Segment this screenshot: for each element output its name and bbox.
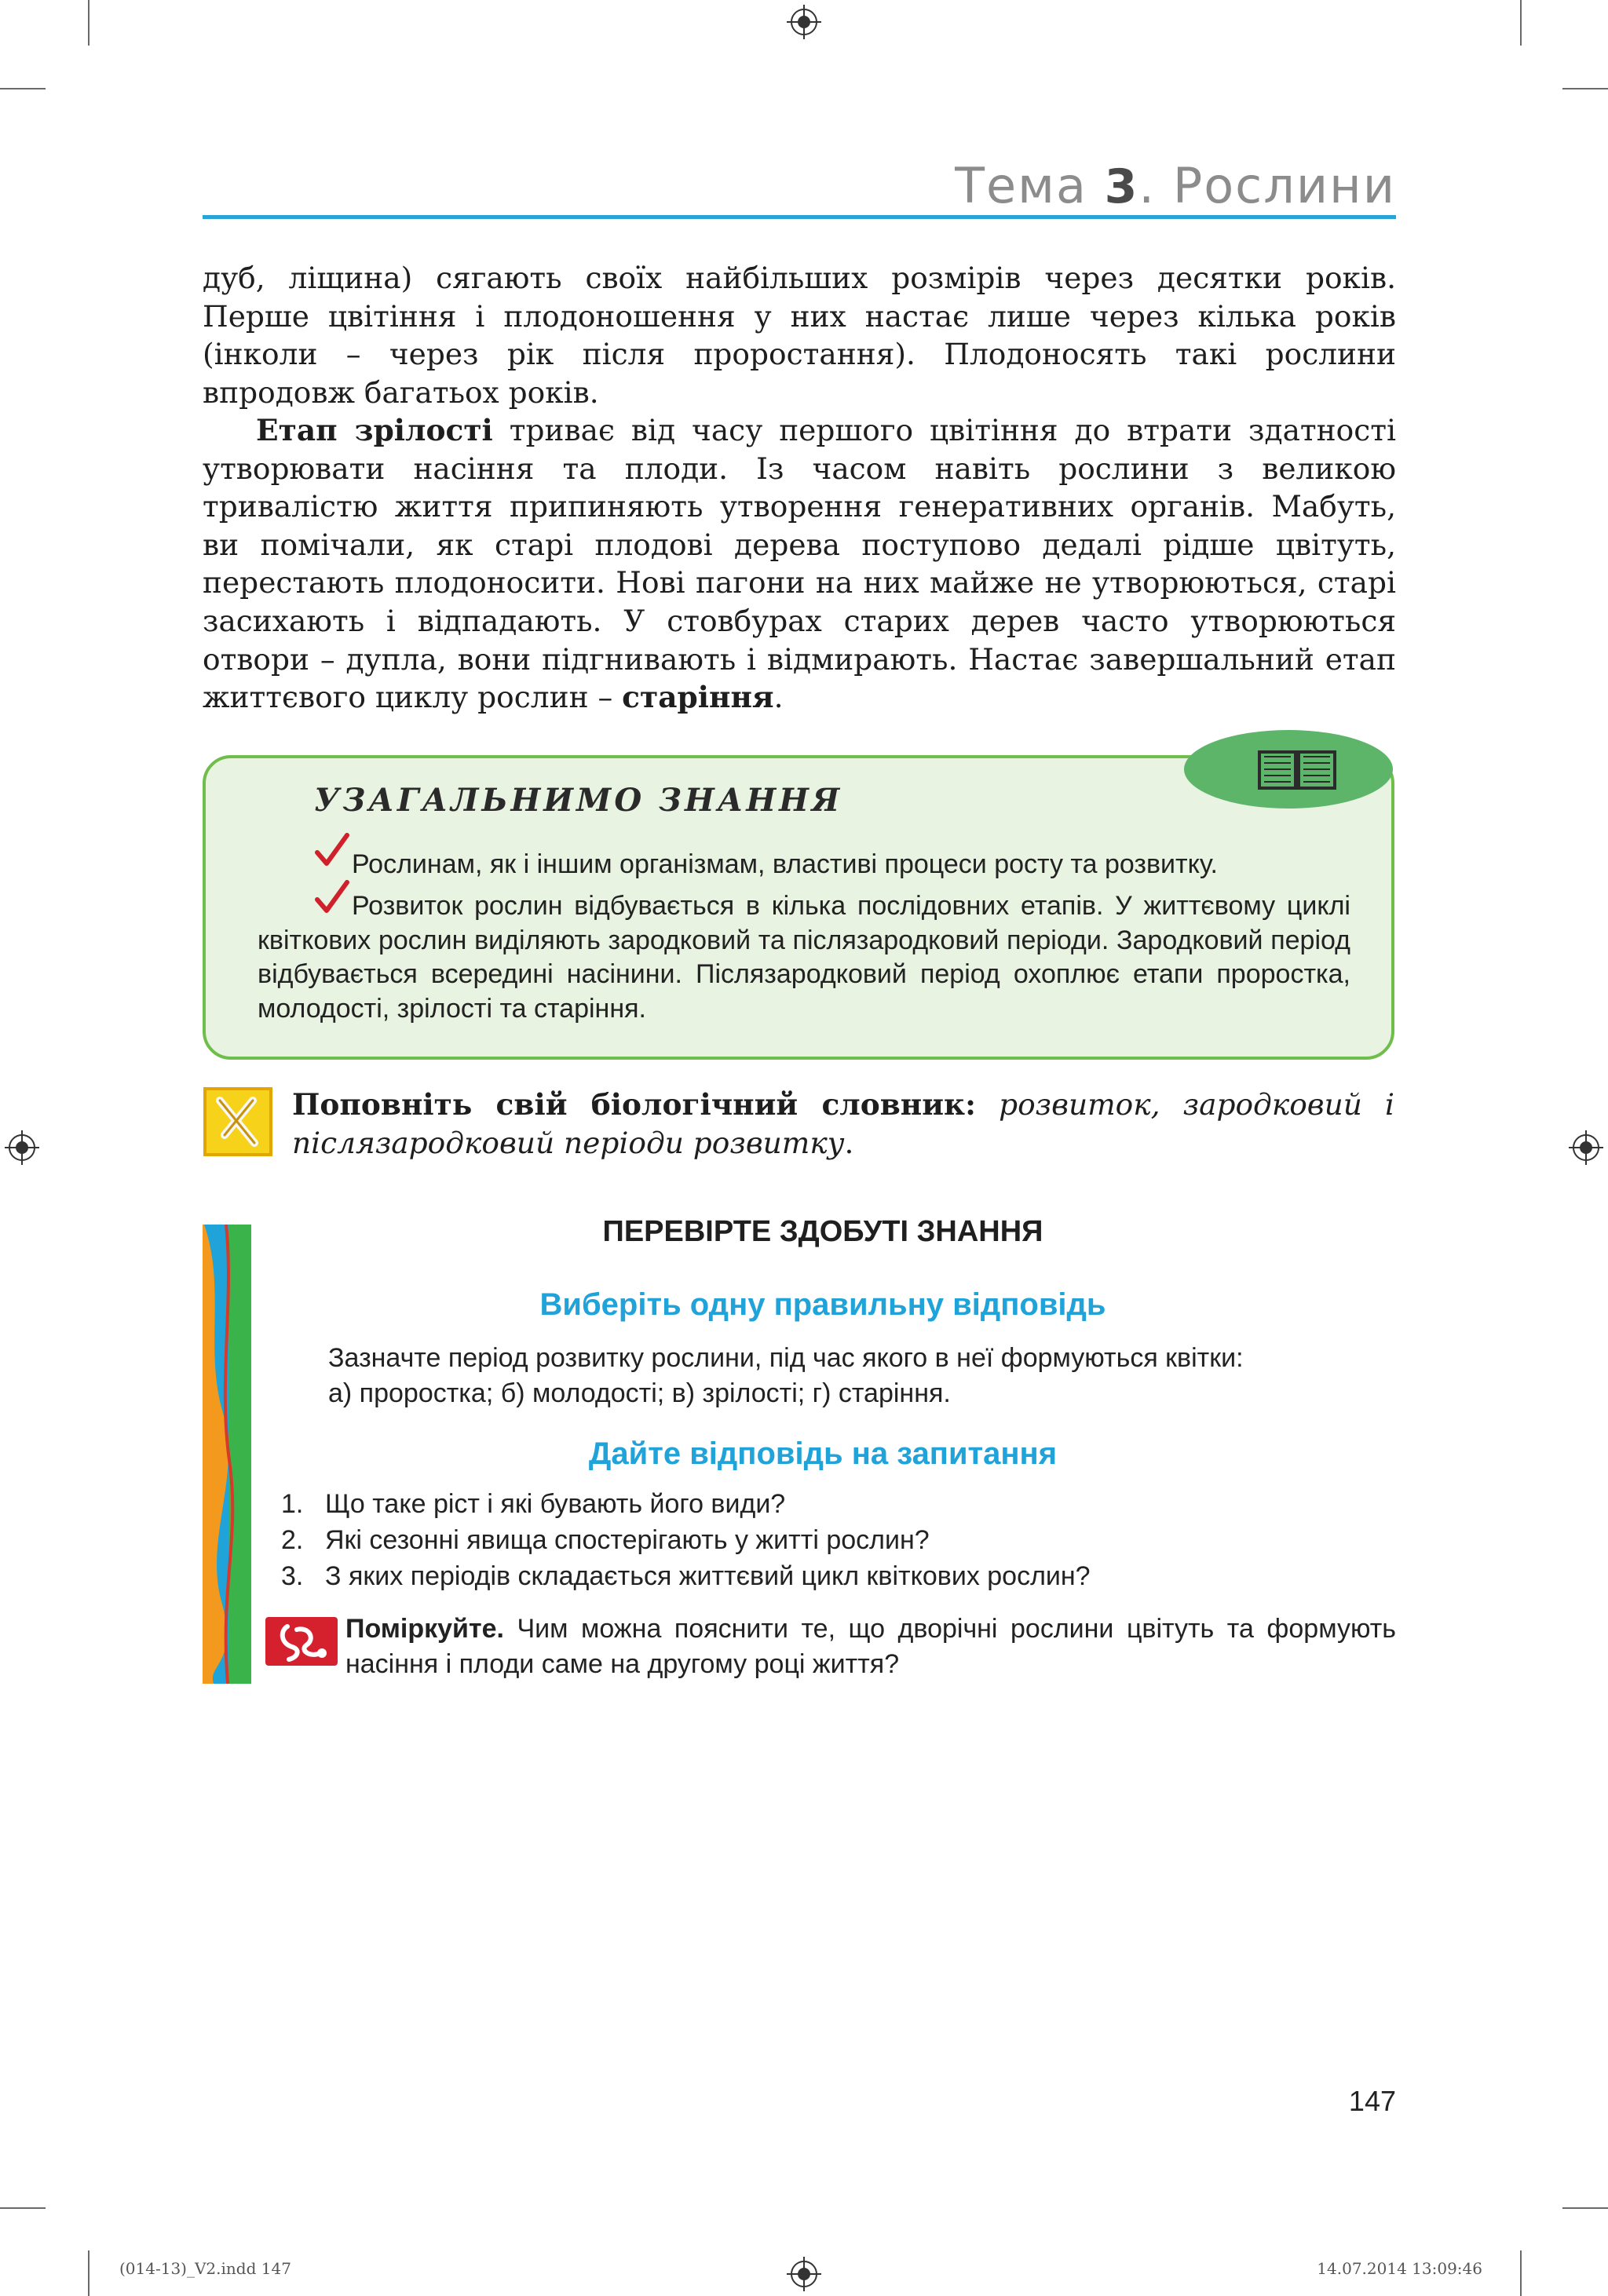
slug-file: (014-13)_V2.indd 147 xyxy=(119,2259,291,2278)
answer-questions-heading: Дайте відповідь на запитання xyxy=(588,1436,1058,1471)
crop-mark xyxy=(88,2250,90,2296)
summary-point-2: Розвиток рослин відбувається в кілька послідовних етапів. У життєвому циклі квіткових рослин виділяють зародковий та післязародковий періоди. Зародковий період відбувається всередині насінини. Післязародковий період охоплює етапи проростка, молодості, зрілості та старіння. xyxy=(258,891,1350,1024)
question-number: 3. xyxy=(281,1561,304,1591)
body-paragraph xyxy=(203,411,1396,717)
paragraph-text: триває від часу першого цвітіння до втрати здатності утворювати насіння та плоди. Із часом навіть рослини з великою тривалістю життя припиняють утворення генеративних органів. Мабуть, ви помічали, як старі плодові дерева поступово дедалі рідше цвітуть, перестають плодоносити. Нові пагони на них майже не утворюються, старі засихають і відпадають. У стовбурах старих дерев часто утворюються отвори – дупла, вони підгнивають і відмирають. Настає завершальний етап життєвого циклу рослин – xyxy=(203,413,1396,715)
registration-mark-icon xyxy=(5,1130,39,1165)
crop-mark xyxy=(1562,2207,1608,2209)
choose-answer-heading: Виберіть одну правильну відповідь xyxy=(539,1287,1106,1322)
registration-mark-icon xyxy=(787,2257,821,2291)
think-task xyxy=(345,1612,1396,1682)
question-number: 2. xyxy=(281,1525,304,1555)
dictionary-icon xyxy=(203,1086,273,1157)
summary-title: УЗАГАЛЬНИМО ЗНАННЯ xyxy=(314,782,843,819)
think-lead: Поміркуйте. xyxy=(345,1614,504,1644)
running-head-topic-word: Тема xyxy=(955,157,1087,214)
question-text: Що таке ріст і які бувають його види? xyxy=(325,1489,786,1519)
test-title: ПЕРЕВІРТЕ ЗДОБУТІ ЗНАННЯ xyxy=(602,1215,1043,1248)
slug-datetime: 14.07.2014 13:09:46 xyxy=(1317,2259,1482,2278)
question-number: 1. xyxy=(281,1489,304,1519)
term-aging: старіння xyxy=(622,680,774,715)
header-rule xyxy=(203,215,1396,219)
choose-options: а) проростка; б) молодості; в) зрілості; г) старіння. xyxy=(328,1378,951,1408)
running-head-topic-number: 3 xyxy=(1104,159,1139,214)
paragraph-end: . xyxy=(773,680,784,715)
question-text: З яких періодів складається життєвий цикл квіткових рослин? xyxy=(325,1561,1091,1591)
registration-mark-icon xyxy=(1569,1130,1603,1165)
registration-mark-icon xyxy=(787,5,821,39)
summary-point-1: Рослинам, як і іншим організмам, властиві процеси росту та розвитку. xyxy=(352,849,1218,879)
dictionary-text xyxy=(292,1086,1394,1162)
think-text: Чим можна пояснити те, що дворічні рослини цвітуть та формують насіння і плоди саме на другому році життя? xyxy=(345,1614,1396,1679)
crop-mark xyxy=(88,0,90,46)
think-icon xyxy=(265,1617,338,1666)
list-item xyxy=(281,1522,1388,1558)
choose-question: Зазначте період розвитку рослини, під час якого в неї формуються квітки: xyxy=(328,1343,1244,1373)
dictionary-terms: розвиток, зародковий і післязародковий періоди розвитку xyxy=(292,1087,1395,1160)
crop-mark xyxy=(1520,2250,1522,2296)
crop-mark xyxy=(0,88,46,89)
running-head-topic-name: . Рослини xyxy=(1138,157,1396,214)
paragraph-text: дуб, ліщина) сягають своїх найбільших розмірів через десятки років. Перше цвітіння і плодоношення у них настає лише через кілька років (інколи – через рік після проростання). Плодоносять такі рослини впродовж багатьох років. xyxy=(203,261,1396,410)
question-text: Які сезонні явища спостерігають у житті рослин? xyxy=(325,1525,930,1555)
crop-mark xyxy=(1562,88,1608,89)
list-item xyxy=(281,1558,1388,1594)
decorative-stripe xyxy=(203,1225,251,1684)
body-paragraph xyxy=(203,259,1396,411)
running-head xyxy=(955,157,1396,214)
crop-mark xyxy=(0,2207,46,2209)
checkmark-icon xyxy=(314,832,350,868)
question-list xyxy=(281,1486,1388,1594)
dictionary-lead: Поповніть свій біологічний словник: xyxy=(292,1087,976,1122)
open-book-icon xyxy=(1255,744,1339,794)
page-number: 147 xyxy=(1348,2085,1396,2117)
crop-mark xyxy=(1520,0,1522,46)
dictionary-end: . xyxy=(844,1125,854,1160)
term-maturity-stage: Етап зрілості xyxy=(256,413,493,447)
list-item xyxy=(281,1486,1388,1522)
